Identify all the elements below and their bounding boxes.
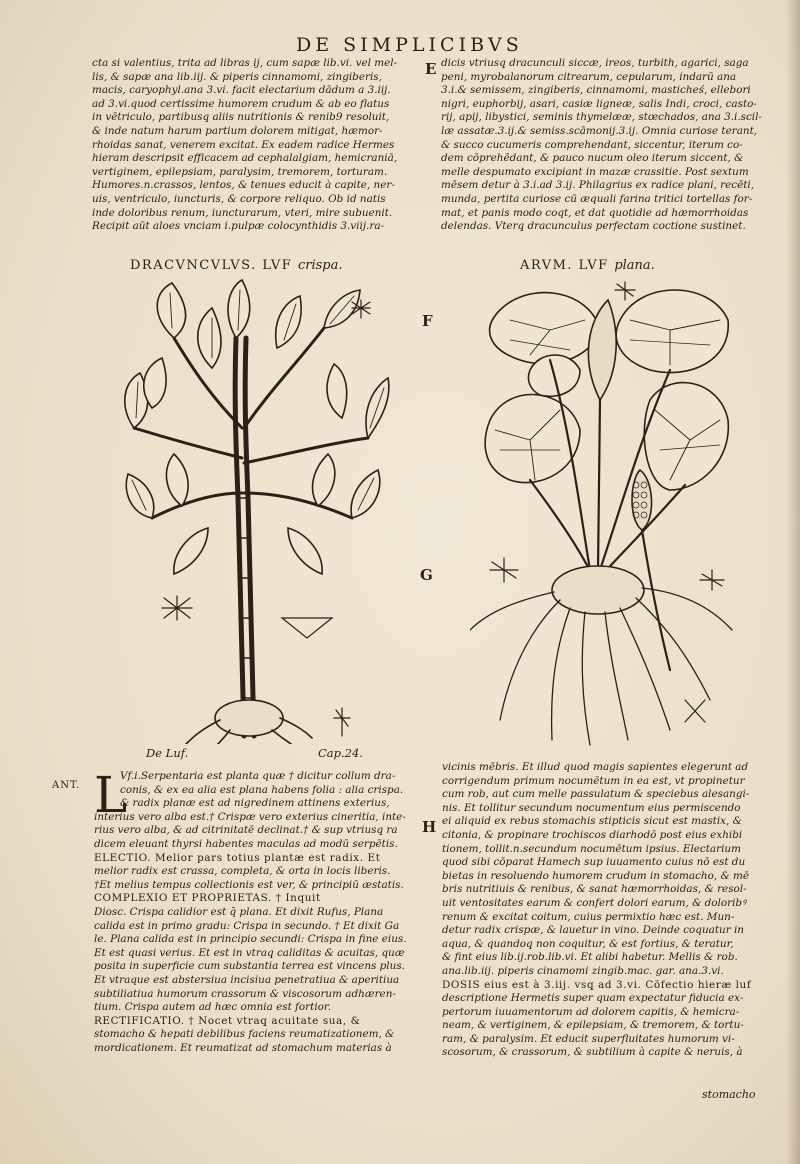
text-line: mat, et panis modo coqt, et dat quotidie ad hæmorrhoidas bbox=[441, 206, 749, 219]
text-line: Recipit aūt aloes vnciam i.pulpæ colocynthidis 3.viij.ra‑ bbox=[92, 220, 385, 233]
text-line: descriptione Hermetis super quam expectatur fiducia ex‑ bbox=[442, 992, 744, 1005]
text-line: tionem, tollit.n.secundum nocumētum ipsius. Electarium bbox=[442, 842, 741, 855]
text-line: uis, ventriculo, iuncturis, & corpore reliquo. Ob id natis bbox=[92, 192, 386, 205]
bottom-left-column bbox=[94, 766, 416, 1055]
text-line: interius vero alba est.† Crispæ vero exterius cineritia, inte‑ bbox=[94, 810, 406, 823]
text-line: dicis vtriusq̧ dracunculi siccæ, ireos, turbith, agarici, saga bbox=[441, 57, 749, 69]
figure-caption-dracunculus bbox=[130, 258, 343, 273]
running-head: DE SIMPLICIBVS bbox=[296, 34, 523, 56]
text-line: pertorum iuuamentorum ad dolorem capitis, & hemicra‑ bbox=[442, 1005, 740, 1018]
text-line: munda, pertita curiose cū æquali farina tritici tortellas for‑ bbox=[441, 192, 753, 205]
text-line: RECTIFICATIO. † Nocet vtraq̧ acuitate sua, & bbox=[94, 1014, 361, 1027]
text-line: melior radix est crassa, completa, & orta in locis liberis. bbox=[94, 865, 391, 878]
page-fold-shadow bbox=[786, 0, 800, 1164]
text-line: cta si valentius, trita ad libras ij, cum sapæ lib.vi. vel mel‑ bbox=[92, 57, 398, 69]
text-line: nigri, euphorbij, asari, casiæ ligneæ, salis Indi, croci, casto‑ bbox=[441, 97, 757, 110]
text-line: & radix planæ est ad nigredinem attinens exterius, bbox=[120, 797, 390, 810]
dracunculus-woodcut bbox=[112, 278, 402, 744]
text-line: dicem eleuant thyrsi habentes maculas ad modū serpētis. bbox=[94, 837, 398, 850]
text-line: subtiliatiua humorum crassorum & viscosorum adhæren‑ bbox=[94, 987, 396, 1000]
text-line: nis. Et tollitur secundum nocumentum eius permiscendo bbox=[442, 801, 741, 814]
text-line: bris nutritiuis & renibus, & sanat hæmorrhoidas, & resol‑ bbox=[442, 883, 747, 896]
text-line: stomacho & hepati debilibus faciens reumatizationem, & bbox=[94, 1028, 395, 1041]
chapter-source: De Luf. bbox=[146, 746, 189, 760]
catchword: stomacho bbox=[702, 1088, 756, 1101]
text-line: Humores.n.crassos, lentos, & tenues educit à capite, ner‑ bbox=[92, 179, 395, 192]
drop-cap: L bbox=[94, 766, 128, 824]
text-line: renum & excitat coitum, cuius permixtio hæc est. Mun‑ bbox=[442, 910, 735, 923]
text-line: cum rob, aut cum melle passulatum & speciebus alesangi‑ bbox=[442, 788, 750, 801]
text-line: dem cōprehēdant, & pauco nucum oleo iterum siccent, & bbox=[441, 152, 744, 165]
text-line: ad 3.vi.quod certissime humorem crudum & ab eo flatus bbox=[92, 97, 390, 110]
text-line: inde doloribus renum, iuncturarum, vteri, mire subuenit. bbox=[92, 206, 393, 219]
text-line: citonia, & propinare trochiscos diarhodō post eius exhibi bbox=[442, 828, 743, 841]
text-line: aqua, & quandoq̧ non coquitur, & est fortius, & teratur, bbox=[442, 937, 734, 950]
top-left-column bbox=[92, 57, 414, 234]
text-line: rhoidas sanat, venerem excitat. Ex eadem radice Hermes bbox=[92, 138, 395, 151]
margin-letter-e: E bbox=[425, 60, 437, 78]
text-line: Et est quasi verius. Et est in vtraq̧ caliditas & acuitas, quæ bbox=[94, 946, 405, 959]
text-line: uit ventositates earum & confert dolori earum, & doloribꝰ bbox=[442, 896, 747, 909]
text-line: Et vtraque est abstersiua incisiua penetratiua & aperitiua bbox=[94, 973, 400, 986]
text-line: ei aliquid ex rebus stomachis stipticis sicut est mastix, & bbox=[442, 815, 742, 828]
text-line: ELECTIO. Melior pars totius plantæ est radix. Et bbox=[94, 851, 381, 864]
text-line: vicinis mēbris. Et illud quod magis sapientes elegerunt ad bbox=[442, 761, 749, 773]
text-line: læ assatæ.3.ij.& semiss.scāmonij.3.ij. Omnia curiose terant, bbox=[441, 124, 758, 137]
text-line: & inde natum harum partium dolorem mitigat, hæmor‑ bbox=[92, 124, 383, 137]
text-line: 3.i.& semissem, zingiberis, cinnamomi, masticheś, ellebori bbox=[441, 84, 751, 97]
marginal-note: ANT. bbox=[52, 780, 81, 791]
text-line: scosorum, & crassorum, & subtilium à capite & neruis, à bbox=[442, 1046, 743, 1059]
text-line: bietas in resoluendo humorem crudum in stomacho, & mē bbox=[442, 869, 750, 882]
text-line: lis, & sapæ ana lib.iij. & piperis cinnamomi, zingiberis, bbox=[92, 70, 382, 83]
text-line: rius vero alba, & ad citrinitatē declinat.† & sup vtriusq̧ ra bbox=[94, 824, 398, 837]
text-line: peni, myrobalanorum citrearum, cepularum, indarū ana bbox=[441, 70, 737, 83]
text-line: macis, caryophyl.ana 3.vi. facit electarium dādum a 3.iij. bbox=[92, 84, 391, 97]
text-line: Diosc. Crispa calidior est q̄ plana. Et dixit Rufus, Plana bbox=[94, 905, 384, 918]
text-line: conis, & ex ea alia est plana habens folia : alia crispa. bbox=[120, 783, 404, 796]
text-line: mordicationem. Et reumatizat ad stomachum materias à bbox=[94, 1041, 392, 1054]
text-line: quod sibi cōparat Hamech sup iuuamento cuius nō est du bbox=[442, 856, 746, 869]
text-line: delendas. Vterq̧ dracunculus perfectam coctione sustinet. bbox=[441, 220, 746, 233]
text-line: detur radix crispæ, & lauetur in vino. Deinde coquatur in bbox=[442, 924, 744, 937]
text-line: †Et melius tempus collectionis est ver, & principiū æstatis. bbox=[94, 878, 404, 891]
text-line: & succo cucumeris comprehendant, siccentur, iterum co‑ bbox=[441, 138, 743, 151]
text-line: rij, apij, libystici, seminis thymelææ, stœchados, ana 3.i.scil‑ bbox=[441, 111, 762, 124]
text-line: ana.lib.iij. piperis cinamomi zingib.mac. gar. ana.3.vi. bbox=[442, 964, 724, 977]
text-line: posita in superficie cum substantia terrea est vincens plus. bbox=[94, 960, 405, 973]
bottom-right-column bbox=[442, 761, 772, 1060]
margin-letter-f: F bbox=[422, 312, 433, 330]
chapter-number: Cap.24. bbox=[318, 746, 363, 760]
text-line: corrigendum primum nocumētum in ea est, vt propinetur bbox=[442, 774, 745, 787]
text-line: ram, & paralysim. Et educit superfluitates humorum vi‑ bbox=[442, 1032, 735, 1045]
text-line: melle despumato excipiant in mazæ crassitie. Post sextum bbox=[441, 165, 749, 178]
text-line: mēsem detur à 3.i.ad 3.ij. Philagrius ex radice plani, recēti, bbox=[441, 179, 755, 192]
text-line: & fint eius lib.ij.rob.lib.vi. Et alibi habetur. Mellis & rob. bbox=[442, 951, 738, 964]
arum-woodcut bbox=[470, 280, 740, 750]
text-line: tium. Crispa autem ad hæc omnia est fortior. bbox=[94, 1001, 331, 1014]
caption-suffix: crispa. bbox=[297, 258, 343, 273]
top-right-column bbox=[441, 57, 769, 234]
figure-caption-arum bbox=[520, 258, 655, 273]
text-line: DOSIS eius est à 3.iij. vsq̧ ad 3.vi. Cōfectio hieræ luf bbox=[442, 978, 752, 991]
text-line: hieram descripsit efficacem ad cephalalgiam, hemicraniā, bbox=[92, 152, 398, 165]
margin-letter-h: H bbox=[422, 818, 437, 836]
margin-letter-g: G bbox=[420, 566, 433, 584]
text-line: calida est in primo gradu: Crispa in secundo. † Et dixit Ga bbox=[94, 919, 400, 932]
caption-title: ARVM. LVF bbox=[520, 258, 609, 273]
text-line: Vf.i.Serpentaria est planta quæ † dicitur collum dra‑ bbox=[120, 770, 396, 782]
text-line: neam, & vertiginem, & epilepsiam, & tremorem, & tortu‑ bbox=[442, 1019, 744, 1032]
text-line: vertiginem, epilepsiam, paralysim, tremorem, torturam. bbox=[92, 165, 388, 178]
text-line: in vētriculo, partibusq̧ aliis nutritionis & renib9 resoluit, bbox=[92, 111, 390, 124]
caption-title: DRACVNCVLVS. LVF bbox=[130, 258, 293, 273]
caption-suffix: plana. bbox=[614, 258, 655, 273]
text-line: le. Plana calida est in principio secundi: Crispa in fine eius. bbox=[94, 933, 407, 946]
text-line: COMPLEXIO ET PROPRIETAS. † Inquit bbox=[94, 892, 321, 905]
